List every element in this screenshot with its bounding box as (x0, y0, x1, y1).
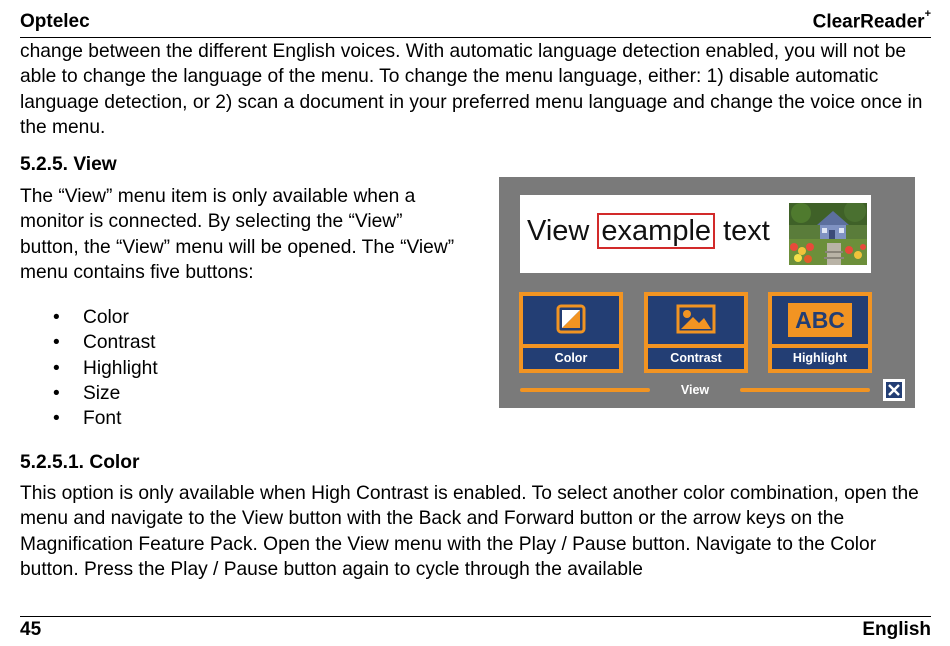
preview-word: View (527, 215, 590, 247)
list-item (20, 406, 158, 431)
contrast-button-label: Contrast (670, 351, 722, 365)
page-number: 45 (20, 619, 42, 640)
preview-word: text (723, 215, 770, 247)
menu-title: View (680, 383, 710, 397)
tile-divider (523, 344, 619, 348)
tile-divider (648, 344, 744, 348)
color-button-label: Color (554, 351, 588, 365)
abc-icon: ABC (788, 303, 852, 337)
product-name (812, 8, 931, 33)
bullet-icon: • (53, 332, 60, 354)
list-item (20, 305, 158, 330)
close-button[interactable] (883, 379, 905, 401)
bullet-icon: • (53, 382, 60, 404)
highlight-button[interactable] (768, 292, 872, 373)
bullet-icon: • (53, 307, 60, 328)
list-item-label: Contrast (83, 332, 156, 354)
page-header (20, 8, 931, 38)
menu-bar-left (520, 388, 650, 392)
tile-divider (772, 344, 868, 348)
list-item-label: Color (83, 307, 129, 328)
view-menu-screenshot (499, 177, 915, 408)
bullet-icon: • (53, 408, 60, 430)
image-icon (676, 304, 716, 334)
list-item (20, 330, 158, 355)
text-preview (520, 195, 871, 273)
page-footer (20, 616, 931, 640)
preview-text (527, 211, 770, 251)
list-item-label: Size (83, 382, 121, 404)
highlighted-word: example (597, 213, 715, 249)
bullet-icon: • (53, 357, 60, 379)
list-item-label: Highlight (83, 357, 158, 379)
menu-bar-right (740, 388, 870, 392)
product-title: ClearReader (812, 11, 925, 33)
section-color-paragraph: This option is only available when High Contrast is enabled. To select another color combination, open the menu and navigate to the View button with the Back and Forward button or the arrow keys on the Magnification Feature Pack. Open the View menu with the Play / Pause button. Navigate to the Color button. Press the Play / Pause button again to cycle through the available (20, 483, 919, 580)
section-view-paragraph: The “View” menu item is only available when a monitor is connected. By selecting the “View” button, the “View” menu will be opened. The “View” menu contains five buttons: (20, 186, 455, 283)
list-item-label: Font (83, 408, 122, 430)
list-item (20, 356, 158, 381)
view-buttons-list (20, 305, 158, 431)
section-view-heading: 5.2.5. View (20, 154, 117, 175)
garden-photo (789, 203, 867, 265)
list-item (20, 381, 158, 406)
color-button[interactable] (519, 292, 623, 373)
product-superscript: + (924, 8, 931, 20)
language-label: English (862, 619, 931, 640)
brand-name: Optelec (20, 11, 90, 32)
highlight-button-label: Highlight (792, 351, 848, 365)
intro-paragraph: change between the different English voices. With automatic language detection enabled, you will not be able to change the language of the menu. To change the menu language, either: 1) disable automatic language detection, or 2) scan a document in your preferred menu language and change the voice once in the menu. (20, 41, 923, 138)
contrast-button[interactable] (644, 292, 748, 373)
section-color-heading: 5.2.5.1. Color (20, 452, 140, 473)
close-icon (886, 382, 902, 398)
color-icon (556, 304, 586, 334)
